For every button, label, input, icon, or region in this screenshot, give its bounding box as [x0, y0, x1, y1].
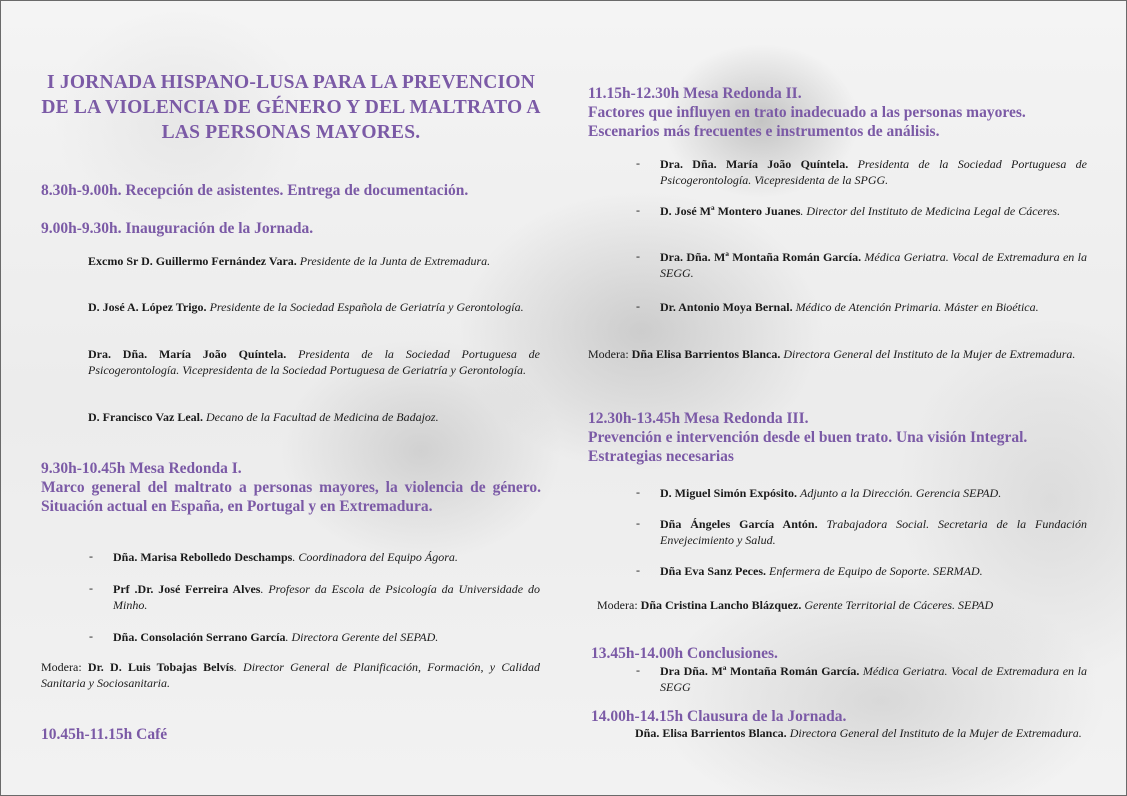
mesa3-time: 12.30h-13.45h Mesa Redonda III. [588, 410, 809, 427]
speaker-mesa3-3: Dña Eva Sanz Peces. Enfermera de Equipo de Soporte. SERMAD. [660, 564, 983, 578]
speaker-mesa2-4: Dr. Antonio Moya Bernal. Médico de Atención Primaria. Máster en Bioética. [660, 300, 1039, 314]
mesa3-moderator: Modera: Dña Cristina Lancho Blázquez. Gerente Territorial de Cáceres. SEPAD [597, 598, 994, 612]
mesa1-title: Marco general del maltrato a personas mayores, la violencia de género. Situación actual en España, en Portugal y en Extremadura. [41, 479, 541, 515]
speaker-mesa3-1: D. Miguel Simón Expósito. Adjunto a la Dirección. Gerencia SEPAD. [660, 486, 1002, 500]
bullet: - [636, 563, 640, 577]
bullet: - [636, 485, 640, 499]
mesa1-moderator: Modera: Dr. D. Luis Tobajas Belvís. Director General de Planificación, Formación, y Calidad Sanitaria y Sociosanitaria. [41, 660, 541, 690]
bullet: - [636, 299, 640, 313]
page-title: I JORNADA HISPANO-LUSA PARA LA PREVENCION DE LA VIOLENCIA DE GÉNERO Y DEL MALTRATO A LAS PERSONAS MAYORES. [41, 72, 541, 143]
bullet: - [89, 581, 93, 595]
slot-closing: 14.00h-14.15h Clausura de la Jornada. [591, 708, 847, 725]
bullet: - [636, 663, 640, 677]
bullet: - [636, 249, 640, 263]
mesa2-moderator: Modera: Dña Elisa Barrientos Blanca. Directora General del Instituto de la Mujer de Extremadura. [588, 347, 1076, 361]
speaker-closing: Dña. Elisa Barrientos Blanca. Directora General del Instituto de la Mujer de Extremadura. [635, 726, 1082, 740]
slot-reception: 8.30h-9.00h. Recepción de asistentes. Entrega de documentación. [41, 182, 469, 199]
speaker-inaug-3: Dra. Dña. María João Quíntela. Presidenta de la Sociedad Portuguesa de Psicogerontología. Vicepresidenta de la Sociedad Portuguesa de Geriatría y Gerontología. [88, 347, 540, 377]
speaker-conclusions: Dra Dña. Mª Montaña Román García. Médica Geriatra. Vocal de Extremadura en la SEGG [660, 664, 1087, 694]
speaker-mesa1-2: Prf .Dr. José Ferreira Alves. Profesor da Escola de Psicología da Universidade do Minho. [113, 582, 541, 612]
bullet: - [636, 203, 640, 217]
speaker-mesa2-1: Dra. Dña. María João Quíntela. Presidenta de la Sociedad Portuguesa de Psicogerontología. Vicepresidenta de la SPGG. [660, 157, 1087, 187]
speaker-mesa2-2: D. José Mª Montero Juanes. Director del Instituto de Medicina Legal de Cáceres. [660, 204, 1061, 218]
speaker-mesa3-2: Dña Ángeles García Antón. Trabajadora Social. Secretaria de la Fundación Envejecimiento y Salud. [660, 517, 1088, 547]
slot-inauguration: 9.00h-9.30h. Inauguración de la Jornada. [41, 220, 314, 237]
mesa2-time: 11.15h-12.30h Mesa Redonda II. [588, 85, 802, 102]
speaker-mesa1-3: Dña. Consolación Serrano García. Directora Gerente del SEPAD. [113, 630, 439, 644]
mesa3-title: Prevención e intervención desde el buen trato. Una visión Integral. Estrategias necesarias [588, 429, 1028, 465]
bullet: - [636, 516, 640, 530]
slot-cafe: 10.45h-11.15h Café [41, 726, 168, 743]
speaker-mesa2-3: Dra. Dña. Mª Montaña Román García. Médica Geriatra. Vocal de Extremadura en la SEGG. [660, 250, 1087, 280]
speaker-inaug-2: D. José A. López Trigo. Presidente de la Sociedad Española de Geriatría y Gerontología. [88, 300, 524, 314]
mesa1-time: 9.30h-10.45h Mesa Redonda I. [41, 460, 242, 477]
speaker-mesa1-1: Dña. Marisa Rebolledo Deschamps. Coordinadora del Equipo Ágora. [113, 550, 458, 564]
slot-conclusions: 13.45h-14.00h Conclusiones. [591, 645, 778, 662]
bullet: - [89, 629, 93, 643]
bullet: - [89, 549, 93, 563]
bullet: - [636, 156, 640, 170]
speaker-inaug-4: D. Francisco Vaz Leal. Decano de la Facultad de Medicina de Badajoz. [88, 410, 439, 424]
speaker-inaug-1: Excmo Sr D. Guillermo Fernández Vara. Presidente de la Junta de Extremadura. [88, 254, 491, 268]
mesa2-title: Factores que influyen en trato inadecuado a las personas mayores. Escenarios más frecuentes e instrumentos de análisis. [588, 104, 1026, 140]
